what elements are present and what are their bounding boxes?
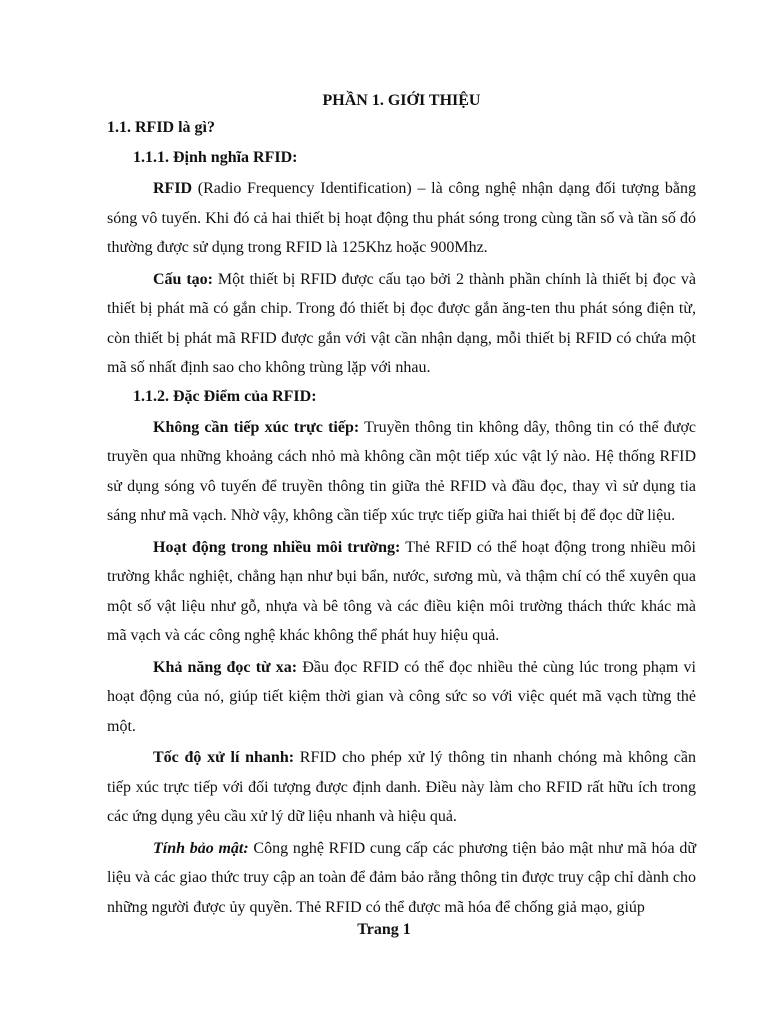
paragraph-structure <box>107 265 696 383</box>
section-heading-1-1-2: 1.1.2. Đặc Điểm của RFID: <box>133 387 317 405</box>
paragraph-text: Một thiết bị RFID được cấu tạo bởi 2 thành phần chính là thiết bị đọc và thiết bị phát mã có gắn chip. Trong đó thiết bị đọc được gắn ăng-ten thu phát sóng điện từ, còn thiết bị phát mã RFID được gắn với vật cần nhận dạng, mỗi thiết bị RFID có chứa một mã số nhất định sao cho không trùng lặp với nhau. <box>107 270 697 376</box>
paragraph-definition <box>107 174 696 263</box>
section-heading-1-1-1: 1.1.1. Định nghĩa RFID: <box>133 149 298 166</box>
paragraph-contactless <box>107 413 696 531</box>
paragraph-lead: Khả năng đọc từ xa: <box>153 658 298 676</box>
paragraph-lead: Cấu tạo: <box>153 270 214 288</box>
page-number: Trang 1 <box>357 921 411 938</box>
paragraph-lead: Không cần tiếp xúc trực tiếp: <box>153 418 360 436</box>
paragraph-text: (Radio Frequency Identification) – là công nghệ nhận dạng đối tượng bằng sóng vô tuyến. Khi đó cả hai thiết bị hoạt động thu phát sóng trong cùng tần số và tần số đó thường được sử dụng trong RFID là 125Khz hoặc 900Mhz. <box>107 180 696 256</box>
paragraph-security <box>107 834 696 923</box>
paragraph-lead: Tính bảo mật: <box>153 839 249 857</box>
paragraph-lead: RFID <box>153 180 193 197</box>
paragraph-text: Công nghệ RFID cung cấp các phương tiện bảo mật như mã hóa dữ liệu và các giao thức truy cập an toàn để đảm bảo rằng thông tin được truy cập chỉ dành cho những người được ủy quyền. Thẻ RFID có thể được mã hóa để chống giả mạo, giúp <box>107 839 697 916</box>
paragraph-lead: Tốc độ xử lí nhanh: <box>153 749 295 766</box>
paragraph-speed <box>107 743 696 832</box>
paragraph-lead: Hoạt động trong nhiều môi trường: <box>153 538 401 556</box>
section-heading-1-1: 1.1. RFID là gì? <box>107 119 215 136</box>
page-title: PHẦN 1. GIỚI THIỆU <box>322 92 481 109</box>
paragraph-text: Truyền thông tin không dây, thông tin có thể được truyền qua những khoảng cách nhỏ mà không cần một tiếp xúc vật lý nào. Hệ thống RFID sử dụng sóng vô tuyến để truyền thông tin giữa thẻ RFID và đầu đọc, thay vì sử dụng tia sáng như mã vạch. Nhờ vậy, không cần tiếp xúc trực tiếp giữa hai thiết bị để đọc dữ liệu. <box>107 418 697 524</box>
paragraph-text: Đầu đọc RFID có thể đọc nhiều thẻ cùng lúc trong phạm vi hoạt động của nó, giúp tiết kiệm thời gian và công sức so với việc quét mã vạch từng thẻ một. <box>107 658 696 735</box>
paragraph-text: Thẻ RFID có thể hoạt động trong nhiều môi trường khắc nghiệt, chẳng hạn như bụi bẩn, nước, sương mù, và thậm chí có thể xuyên qua một số vật liệu như gỗ, nhựa và bê tông và các điều kiện môi trường thách thức khác mà mã vạch và các công nghệ khác không thể phát huy hiệu quả. <box>107 538 696 644</box>
paragraph-remote-read <box>107 653 696 742</box>
paragraph-environments <box>107 533 696 651</box>
paragraph-text: RFID cho phép xử lý thông tin nhanh chóng mà không cần tiếp xúc trực tiếp với đối tượng được định danh. Điều này làm cho RFID rất hữu ích trong các ứng dụng yêu cầu xử lý dữ liệu nhanh và hiệu quả. <box>107 749 696 825</box>
